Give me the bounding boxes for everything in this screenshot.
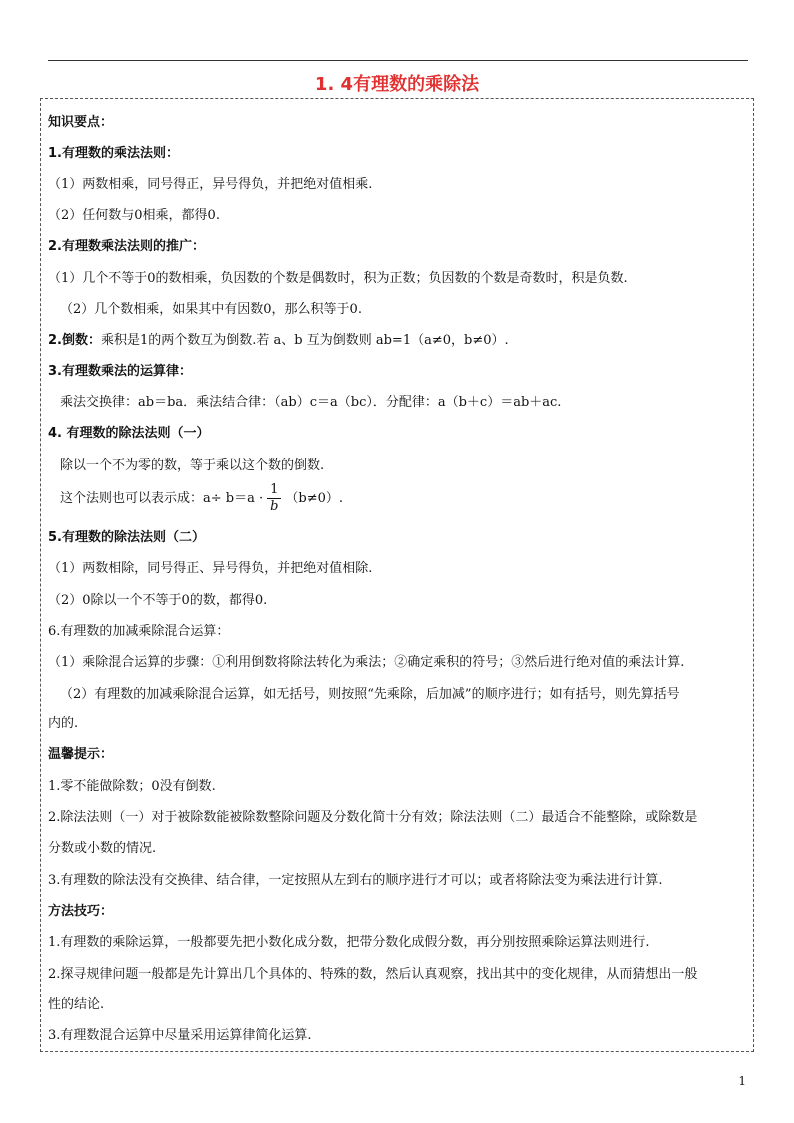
division-formula <box>60 482 343 515</box>
multiplication-rule-2: （2）任何数与0相乘，都得0. <box>48 208 220 223</box>
division-rule-2-2: （2）0除以一个不等于0的数，都得0. <box>48 593 268 608</box>
division-rule-2-1: （1）两数相除，同号得正、异号得负，并把绝对值相除. <box>48 561 373 576</box>
division-formula-right: （b≠0）. <box>285 491 344 506</box>
tip-2a: 2.除法法则（一）对于被除数能被除数整除问题及分数化简十分有效；除法法则（二）最适合不能整除，或除数是 <box>48 810 698 825</box>
tip-3: 3.有理数的除法没有交换律、结合律，一定按照从左到右的顺序进行才可以；或者将除法变为乘法进行计算. <box>48 873 663 888</box>
multiplication-generalization-2: （2）几个数相乘，如果其中有因数0，那么积等于0. <box>60 302 362 317</box>
multiplication-laws-heading: 3.有理数乘法的运算律： <box>48 364 192 379</box>
fraction <box>267 482 281 515</box>
division-rule-1-text: 除以一个不为零的数，等于乘以这个数的倒数. <box>60 458 325 473</box>
division-rule-2-heading: 5.有理数的除法法则（二） <box>48 530 205 545</box>
header-rule <box>48 60 748 61</box>
tip-2b: 分数或小数的情况. <box>48 841 157 856</box>
multiplication-generalization-heading: 2.有理数乘法法则的推广： <box>48 239 205 254</box>
fraction-denominator: b <box>270 499 279 514</box>
page-title: 1. 4有理数的乘除法 <box>314 74 480 95</box>
multiplication-laws: 乘法交换律：ab＝ba．乘法结合律：（ab）c＝a（bc）．分配律：a（b＋c）＝ab＋ac. <box>60 395 562 410</box>
mixed-operations-1: （1）乘除混合运算的步骤：①利用倒数将除法转化为乘法；②确定乘积的符号；③然后进行绝对值的乘法计算. <box>48 655 685 670</box>
reciprocal-text: 乘积是1的两个数互为倒数.若 a、b 互为倒数则 ab=1（a≠0，b≠0）. <box>100 333 509 348</box>
multiplication-generalization-1: （1）几个不等于0的数相乘，负因数的个数是偶数时，积为正数；负因数的个数是奇数时，积是负数. <box>48 271 628 286</box>
division-rule-1-heading: 4. 有理数的除法法则（一） <box>48 426 210 441</box>
multiplication-rule-1: （1）两数相乘，同号得正，异号得负，并把绝对值相乘. <box>48 177 373 192</box>
reciprocal-line <box>48 332 509 350</box>
section-heading-knowledge: 知识要点： <box>48 115 114 130</box>
mixed-operations-2b: 内的. <box>48 716 79 731</box>
methods-heading: 方法技巧： <box>48 904 114 919</box>
division-formula-left: 这个法则也可以表示成：a÷ b＝a · <box>60 491 264 506</box>
page-number: 1 <box>738 1074 746 1088</box>
tip-1: 1.零不能做除数；0没有倒数. <box>48 779 216 794</box>
method-2b: 性的结论. <box>48 997 105 1012</box>
mixed-operations-heading: 6.有理数的加减乘除混合运算： <box>48 624 230 639</box>
reciprocal-label: 2.倒数： <box>48 333 101 348</box>
tips-heading: 温馨提示： <box>48 747 114 762</box>
method-2a: 2.探寻规律问题一般都是先计算出几个具体的、特殊的数，然后认真观察，找出其中的变化规律，从而猜想出一般 <box>48 967 698 982</box>
method-1: 1.有理数的乘除运算，一般都要先把小数化成分数，把带分数化成假分数，再分别按照乘除运算法则进行. <box>48 935 650 950</box>
fraction-numerator: 1 <box>267 482 281 499</box>
multiplication-rule-heading: 1.有理数的乘法法则： <box>48 146 179 161</box>
mixed-operations-2a: （2）有理数的加减乘除混合运算，如无括号，则按照“先乘除，后加减”的顺序进行；如有括号，则先算括号 <box>60 687 680 702</box>
method-3: 3.有理数混合运算中尽量采用运算律简化运算. <box>48 1028 312 1043</box>
